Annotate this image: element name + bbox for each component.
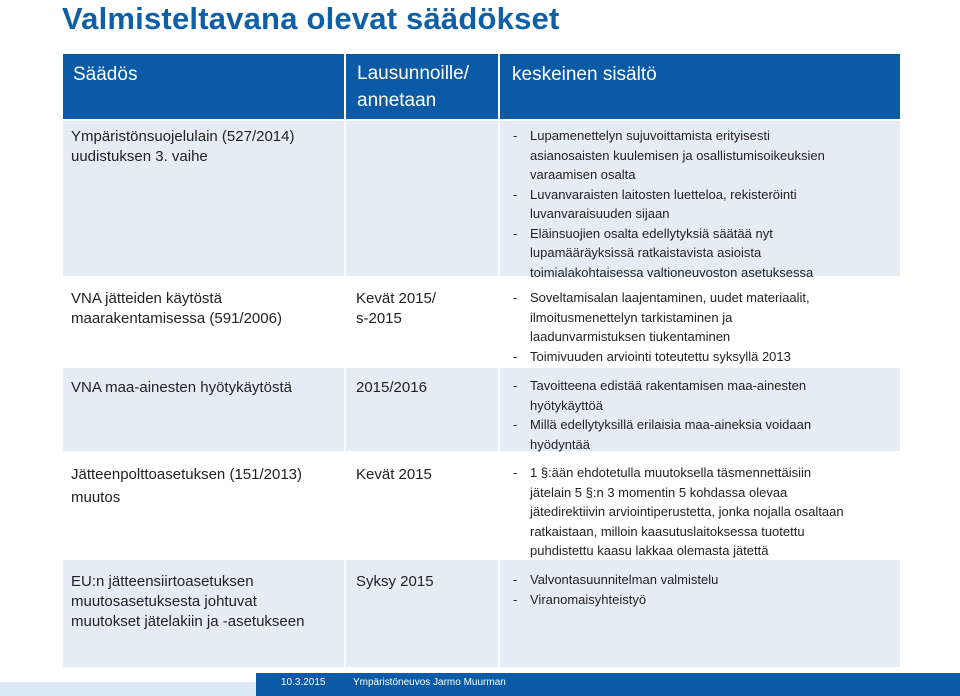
row4-content bbox=[513, 463, 898, 561]
row5-statute-line1: EU:n jätteensiirtoasetuksen bbox=[71, 573, 254, 590]
header-cell-col1 bbox=[63, 54, 344, 119]
row5-statute bbox=[71, 572, 343, 632]
row5-bullet-1-line1: - Valvontasuunnitelman valmistelu bbox=[530, 572, 719, 587]
row4-bullet-1-line2: jätelain 5 §:n 3 momentin 5 kohdassa olevaa bbox=[530, 484, 788, 500]
row3-date bbox=[356, 378, 496, 398]
row4-bullet-1-line5: puhdistettu kaasu lakkaa olemasta jätettä bbox=[530, 543, 769, 558]
header-cell-col3 bbox=[500, 54, 900, 119]
row4-bullet-1 bbox=[513, 463, 898, 561]
row1-bullet-1-line2: asianosaisten kuulemisen ja osallistumisoikeuksien bbox=[530, 147, 825, 163]
row-band-1-col2 bbox=[346, 121, 498, 276]
row1-bullet-3-line2: lupamääräyksissä ratkaistavista asioista bbox=[530, 245, 762, 260]
row5-date bbox=[356, 572, 496, 592]
row5-statute-line2: muutosasetuksesta johtuvat bbox=[71, 593, 257, 610]
row4-date bbox=[356, 465, 496, 485]
row4-bullet-1-line1: - 1 §:ään ehdotetulla muutoksella täsmennettäisiin bbox=[530, 465, 812, 480]
row3-bullet-1 bbox=[513, 376, 898, 415]
footer-bar bbox=[0, 673, 960, 696]
row2-bullet-1 bbox=[513, 288, 898, 347]
row1-content bbox=[513, 126, 898, 282]
row4-date-line1: Kevät 2015 bbox=[356, 466, 432, 483]
row1-bullet-1 bbox=[513, 126, 898, 185]
footer-accent bbox=[0, 682, 256, 696]
row1-bullet-2-line1: - Luvanvaraisten laitosten luetteloa, rekisteröinti bbox=[530, 186, 797, 202]
row5-content bbox=[513, 570, 898, 609]
header-label-statute: Säädös bbox=[73, 64, 138, 85]
row4-statute-line1: Jätteenpolttoasetuksen (151/2013) bbox=[71, 466, 302, 483]
row1-statute-line2: uudistuksen 3. vaihe bbox=[71, 148, 208, 165]
row2-statute-line2: maarakentamisessa (591/2006) bbox=[71, 310, 282, 327]
row2-statute-line1: VNA jätteiden käytöstä bbox=[71, 290, 222, 307]
row1-bullet-2 bbox=[513, 185, 898, 224]
row4-statute bbox=[71, 465, 341, 508]
row3-bullet-2 bbox=[513, 415, 898, 454]
row1-bullet-1-line3: varaamisen osalta bbox=[530, 167, 636, 182]
header-label-consultation-line1: Lausunnoille/ bbox=[357, 63, 469, 84]
header-label-content: keskeinen sisältö bbox=[512, 64, 657, 85]
row3-bullet-2-line1: - Millä edellytyksillä erilaisia maa-aineksia voidaan bbox=[530, 417, 812, 432]
row1-bullet-1-line1: - Lupamenettelyn sujuvoittamista erityisesti bbox=[530, 128, 770, 143]
row3-content bbox=[513, 376, 898, 454]
row3-bullet-1-line1: - Tavoitteena edistää rakentamisen maa-ainesten bbox=[530, 378, 807, 393]
row4-bullet-1-line4: ratkaistaan, milloin kaasutuslaitoksessa tuotettu bbox=[530, 523, 805, 539]
row3-bullet-1-line2: hyötykäyttöä bbox=[530, 397, 603, 413]
row2-date-line2: s-2015 bbox=[356, 310, 402, 327]
row4-bullet-1-line3: jätedirektiivin arviointiperustetta, jonka nojalla osaltaan bbox=[530, 504, 844, 519]
row5-date-line1: Syksy 2015 bbox=[356, 573, 434, 590]
row1-bullet-3 bbox=[513, 224, 898, 283]
row2-date-line1: Kevät 2015/ bbox=[356, 290, 437, 307]
footer-author: Ympäristöneuvos Jarmo Muurman bbox=[353, 677, 506, 688]
row5-statute-line3: muutokset jätelakiin ja -asetukseen bbox=[71, 613, 305, 630]
row4-statute-line2: muutos bbox=[71, 489, 121, 506]
row5-bullet-2 bbox=[513, 590, 898, 610]
row3-bullet-2-line2: hyödyntää bbox=[530, 436, 590, 452]
header-cell-col2 bbox=[346, 54, 498, 119]
row1-bullet-2-line2: luvanvaraisuuden sijaan bbox=[530, 206, 670, 221]
row5-bullet-1 bbox=[513, 570, 898, 590]
row3-date-line1: 2015/2016 bbox=[356, 379, 427, 396]
row3-statute-line1: VNA maa-ainesten hyötykäytöstä bbox=[71, 379, 292, 396]
page-title: Valmisteltavana olevat säädökset bbox=[62, 1, 560, 36]
row3-statute bbox=[71, 378, 341, 398]
row1-bullet-3-line1: - Eläinsuojien osalta edellytyksiä säätää nyt bbox=[530, 225, 773, 241]
row2-date bbox=[356, 289, 496, 329]
row1-bullet-3-line3: toimialakohtaisessa valtioneuvoston asetuksessa bbox=[530, 264, 814, 280]
row2-content bbox=[513, 288, 898, 366]
row2-bullet-2 bbox=[513, 347, 898, 367]
row2-bullet-1-line1: - Soveltamisalan laajentaminen, uudet materiaalit, bbox=[530, 290, 810, 305]
legislation-table bbox=[63, 54, 900, 667]
row5-bullet-2-line1: - Viranomaisyhteistyö bbox=[530, 591, 647, 607]
row2-statute bbox=[71, 289, 341, 329]
header-label-consultation-line2: annetaan bbox=[357, 90, 437, 111]
row1-statute-line1: Ympäristönsuojelulain (527/2014) bbox=[71, 128, 295, 145]
row1-statute bbox=[71, 127, 341, 167]
footer-date: 10.3.2015 bbox=[281, 677, 326, 688]
row2-bullet-2-line1: - Toimivuuden arviointi toteutettu syksyllä 2013 bbox=[530, 348, 791, 364]
row2-bullet-1-line2: ilmoitusmenettelyn tarkistaminen ja bbox=[530, 309, 733, 325]
row2-bullet-1-line3: laadunvarmistuksen tiukentaminen bbox=[530, 329, 731, 344]
